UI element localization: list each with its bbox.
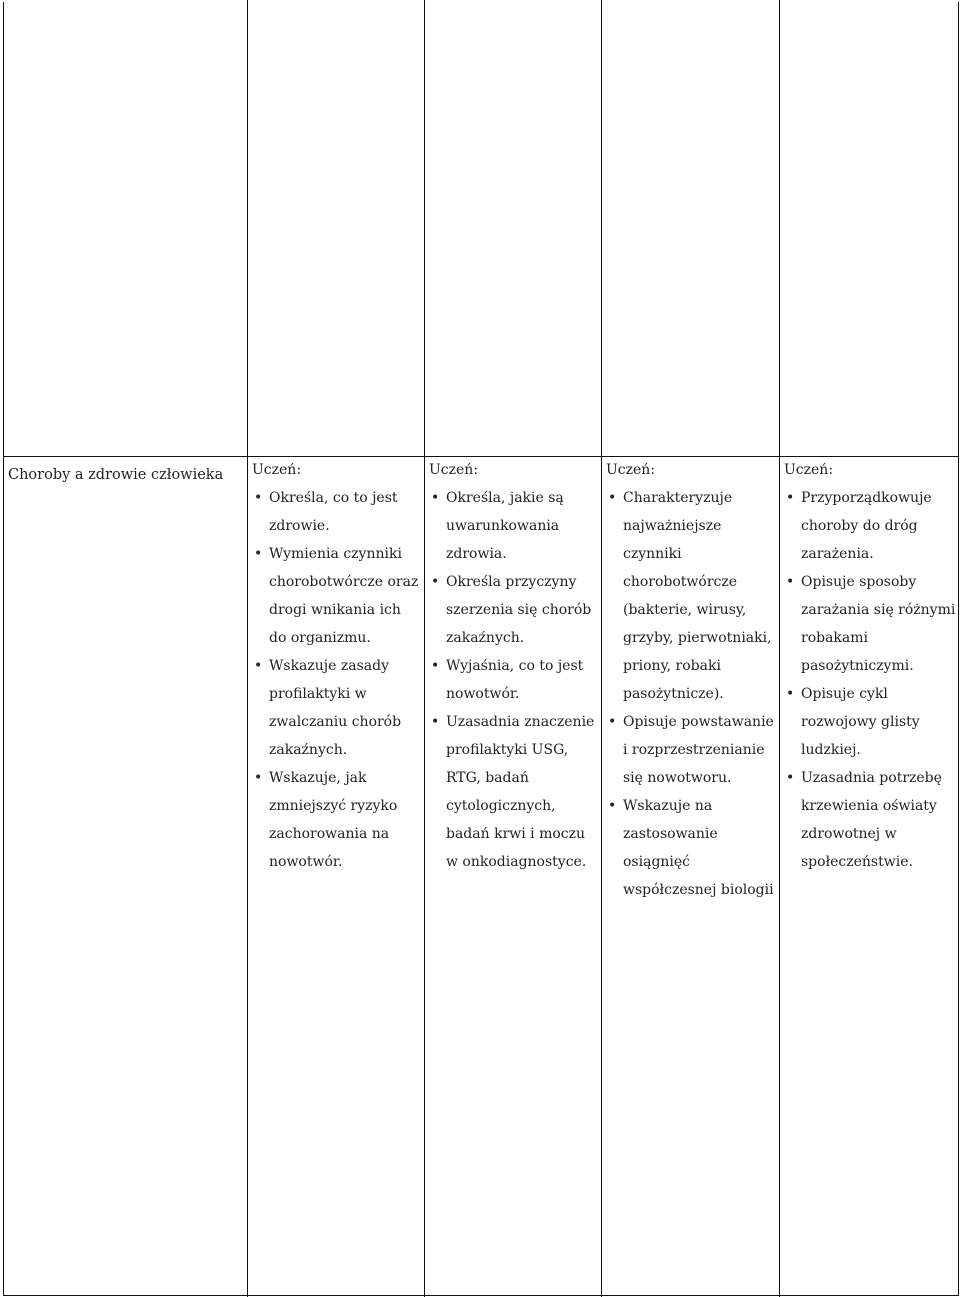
table-border-right bbox=[958, 2, 959, 1296]
list-item: • Określa, jakie są uwarunkowania zdrowia. bbox=[429, 484, 599, 568]
list-item: • Wskazuje na zastosowanie osiągnięć współczesnej biologii bbox=[606, 792, 776, 904]
list-item: • Wskazuje, jak zmniejszyć ryzyko zachorowania na nowotwór. bbox=[252, 764, 420, 876]
list-item: • Opisuje powstawanie i rozprzestrzenianie się nowotworu. bbox=[606, 708, 776, 792]
requirements-list bbox=[429, 484, 599, 876]
list-item: • Opisuje cykl rozwojowy glisty ludzkiej. bbox=[784, 680, 956, 764]
table-border-bottom bbox=[3, 1295, 959, 1296]
requirements-list bbox=[606, 484, 776, 904]
column-divider-3 bbox=[601, 0, 602, 1297]
list-item: • Wskazuje zasady profilaktyki w zwalczaniu chorób zakaźnych. bbox=[252, 652, 420, 764]
student-header: Uczeń: bbox=[606, 462, 656, 478]
list-item: • Wymienia czynniki chorobotwórcze oraz drogi wnikania ich do organizmu. bbox=[252, 540, 420, 652]
list-item: • Określa, co to jest zdrowie. bbox=[252, 484, 420, 540]
column-divider-4 bbox=[779, 0, 780, 1297]
requirements-list bbox=[252, 484, 420, 876]
column-divider-2 bbox=[424, 0, 425, 1297]
student-header: Uczeń: bbox=[252, 462, 302, 478]
topic-cell: Choroby a zdrowie człowieka bbox=[8, 467, 224, 483]
requirements-column-4 bbox=[784, 456, 956, 876]
list-item: • Określa przyczyny szerzenia się chorób zakaźnych. bbox=[429, 568, 599, 652]
list-item: • Opisuje sposoby zarażania się różnymi robakami pasożytniczymi. bbox=[784, 568, 956, 680]
list-item: • Uzasadnia znaczenie profilaktyki USG, RTG, badań cytologicznych, badań krwi i moczu w onkodiagnostyce. bbox=[429, 708, 599, 876]
list-item: • Uzasadnia potrzebę krzewienia oświaty zdrowotnej w społeczeństwie. bbox=[784, 764, 956, 876]
requirements-list bbox=[784, 484, 956, 876]
student-header: Uczeń: bbox=[784, 462, 834, 478]
table-border-left bbox=[3, 2, 4, 1296]
student-header: Uczeń: bbox=[429, 462, 479, 478]
list-item: • Przyporządkowuje choroby do dróg zarażenia. bbox=[784, 484, 956, 568]
list-item: • Wyjaśnia, co to jest nowotwór. bbox=[429, 652, 599, 708]
column-divider-1 bbox=[247, 0, 248, 1297]
requirements-column-2 bbox=[429, 456, 599, 876]
requirements-column-1 bbox=[252, 456, 420, 876]
list-item: • Charakteryzuje najważniejsze czynniki chorobotwórcze (bakterie, wirusy, grzyby, pierwotniaki, priony, robaki pasożytnicze). bbox=[606, 484, 776, 708]
requirements-column-3 bbox=[606, 456, 776, 904]
